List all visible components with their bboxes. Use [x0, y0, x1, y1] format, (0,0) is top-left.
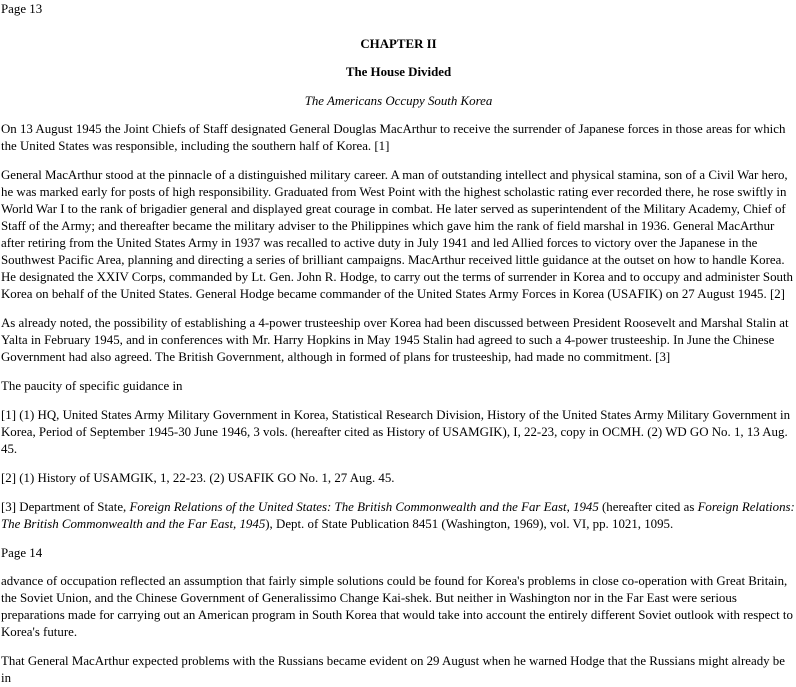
page-number: Page 14 — [1, 546, 43, 560]
page-number: Page 13 — [1, 2, 43, 16]
footnote-1: [1] (1) HQ, United States Army Military Government in Korea, Statistical Research Division, History of the United States Army Military Government in Korea, Period of September 1945-30 June 1946, 3 vols. (hereafter cited as History of USAMGIK), I, 22-23, copy in OCMH. (2) WD GO No. 1, 13 Aug. 45. — [1, 408, 791, 456]
chapter-heading: CHAPTER II — [360, 37, 437, 51]
paragraph: advance of occupation reflected an assumption that fairly simple solutions could be found for Korea's problems in close co-operation with Great Britain, the Soviet Union, and the Chinese Government of Generalissimo Change Kai-shek. But neither in Washington nor in the Far East were serious preparations made for carrying out an American program in South Korea that would take into account the entirely different Soviet outlook with respect to Korea's future. — [1, 574, 793, 639]
paragraph: That General MacArthur expected problems with the Russians became evident on 29 August when he warned Hodge that the Russians might already be in — [1, 654, 785, 685]
footnote-text: (hereafter cited as — [598, 500, 698, 514]
paragraph: General MacArthur stood at the pinnacle of a distinguished military career. A man of outstanding intellect and physical stamina, son of a Civil War hero, he was marked early for posts of high responsibility. Graduated from West Point with the highest scholastic rating ever recorded there, he rose swiftly in World War I to the rank of brigadier general and displayed great courage in combat. He later served as superintendent of the Military Academy, Chief of Staff of the Army; and thereafter became the military adviser to the Philippines which gave him the rank of field marshal in 1936. General MacArthur after retiring from the United States Army in 1937 was recalled to active duty in July 1941 and led Allied forces to victory over the Japanese in the Southwest Pacific Area, planning and directing a series of brilliant campaigns. MacArthur received little guidance at the outset on how to handle Korea. He designated the XXIV Corps, commanded by Lt. Gen. John R. Hodge, to carry out the terms of surrender in Korea and to occupy and administer South Korea on behalf of the United States. General Hodge became commander of the United States Army Forces in Korea (USAFIK) on 27 August 1945. [2] — [1, 168, 793, 301]
paragraph: The paucity of specific guidance in — [1, 379, 183, 393]
paragraph: As already noted, the possibility of establishing a 4-power trusteeship over Korea had been discussed between President Roosevelt and Marshal Stalin at Yalta in February 1945, and in conferences with Mr. Harry Hopkins in May 1945 Stalin had agreed to such a 4-power trusteeship. In June the Chinese Government had also agreed. The British Government, although in formed of plans for trusteeship, had made no commitment. [3] — [1, 316, 789, 364]
footnote-text: ), Dept. of State Publication 8451 (Washington, 1969), vol. VI, pp. 1021, 1095. — [265, 517, 674, 531]
document — [0, 1, 796, 687]
footnote-3 — [1, 499, 796, 533]
footnote-text: [3] Department of State, — [1, 500, 130, 514]
citation-short-title: Foreign Relations: The British Commonwealth and the Far East, 1945 — [1, 500, 795, 531]
chapter-title: The House Divided — [345, 65, 452, 79]
citation-title: Foreign Relations of the United States: The British Commonwealth and the Far East, 1945 — [129, 500, 599, 514]
section-subtitle: The Americans Occupy South Korea — [304, 94, 493, 108]
footnote-2: [2] (1) History of USAMGIK, 1, 22-23. (2) USAFIK GO No. 1, 27 Aug. 45. — [1, 471, 395, 485]
paragraph: On 13 August 1945 the Joint Chiefs of Staff designated General Douglas MacArthur to receive the surrender of Japanese forces in those areas for which the United States was responsible, including the southern half of Korea. [1] — [1, 122, 786, 153]
